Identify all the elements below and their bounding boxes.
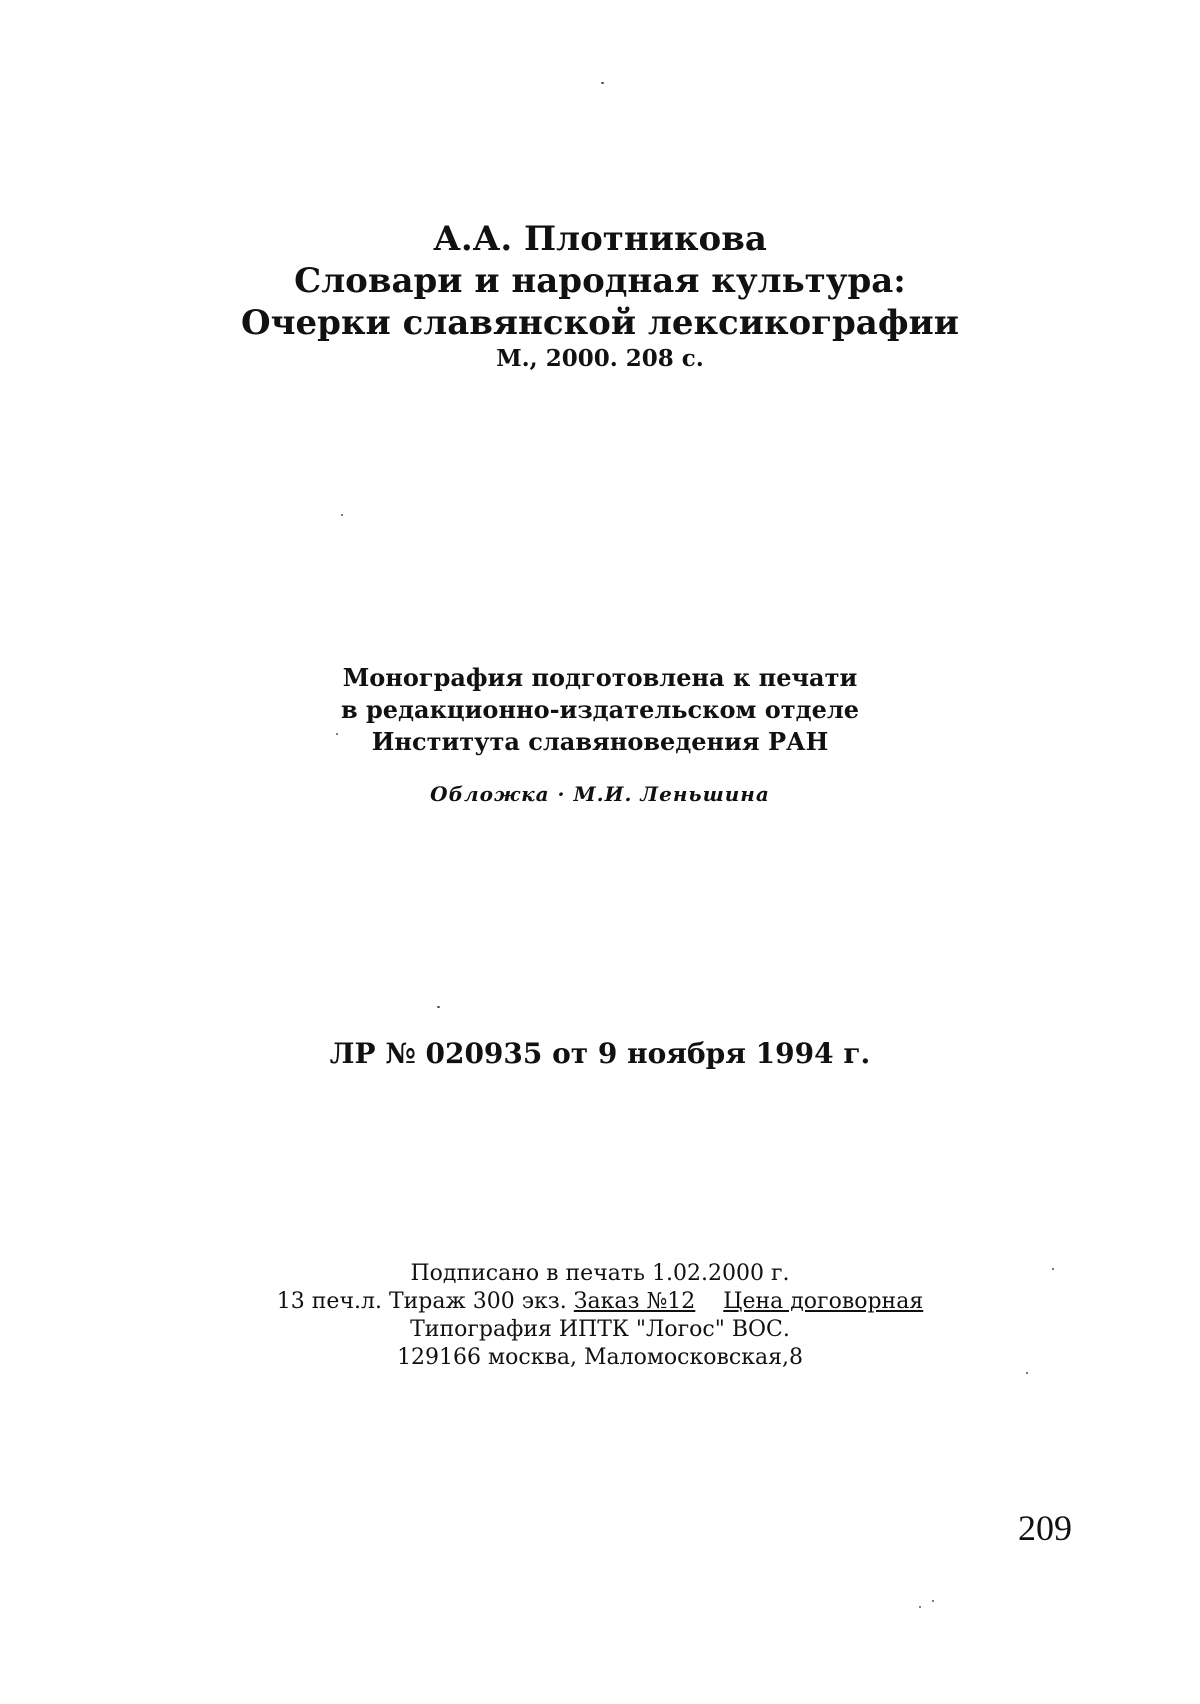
scan-speck [336, 733, 338, 735]
book-subtitle: Очерки славянской лексикографии [241, 303, 959, 343]
scan-speck [1052, 1268, 1054, 1270]
print-run: Тираж 300 экз. [388, 1289, 567, 1314]
print-details [0, 1288, 1200, 1316]
note-line-2: в редакционно-издательском отделе [340, 695, 860, 724]
cover-credit: Обложка · М.И. Леньшина [430, 782, 770, 806]
print-sheets: 13 печ.л. [276, 1289, 382, 1314]
license-number: ЛР № 020935 от 9 ноября 1994 г. [329, 1037, 871, 1070]
scan-speck [437, 1006, 440, 1008]
title-block [0, 218, 1200, 374]
scan-speck [919, 1606, 921, 1608]
printer: Типография ИПТК "Логос" ВОС. [410, 1317, 790, 1342]
scan-speck [1026, 1372, 1028, 1374]
order-number: Заказ №12 [573, 1289, 696, 1314]
scan-speck [601, 82, 604, 84]
scan-speck [341, 514, 343, 516]
publication-note [0, 662, 1200, 808]
note-line-1: Монография подготовлена к печати [342, 663, 858, 692]
signed-to-print: Подписано в печать 1.02.2000 г. [410, 1261, 790, 1286]
book-title: Словари и народная культура: [294, 261, 906, 301]
bibliographic-info: М., 2000. 208 с. [496, 345, 704, 372]
page-number: 209 [1018, 1508, 1072, 1548]
scan-speck [932, 1600, 934, 1602]
price: Цена договорная [723, 1289, 924, 1314]
author-name: А.А. Плотникова [433, 219, 767, 259]
license-block [0, 1036, 1200, 1072]
printer-address: 129166 москва, Маломосковская,8 [397, 1345, 803, 1370]
colophon [0, 1260, 1200, 1372]
note-line-3: Института славяноведения РАН [371, 727, 829, 756]
